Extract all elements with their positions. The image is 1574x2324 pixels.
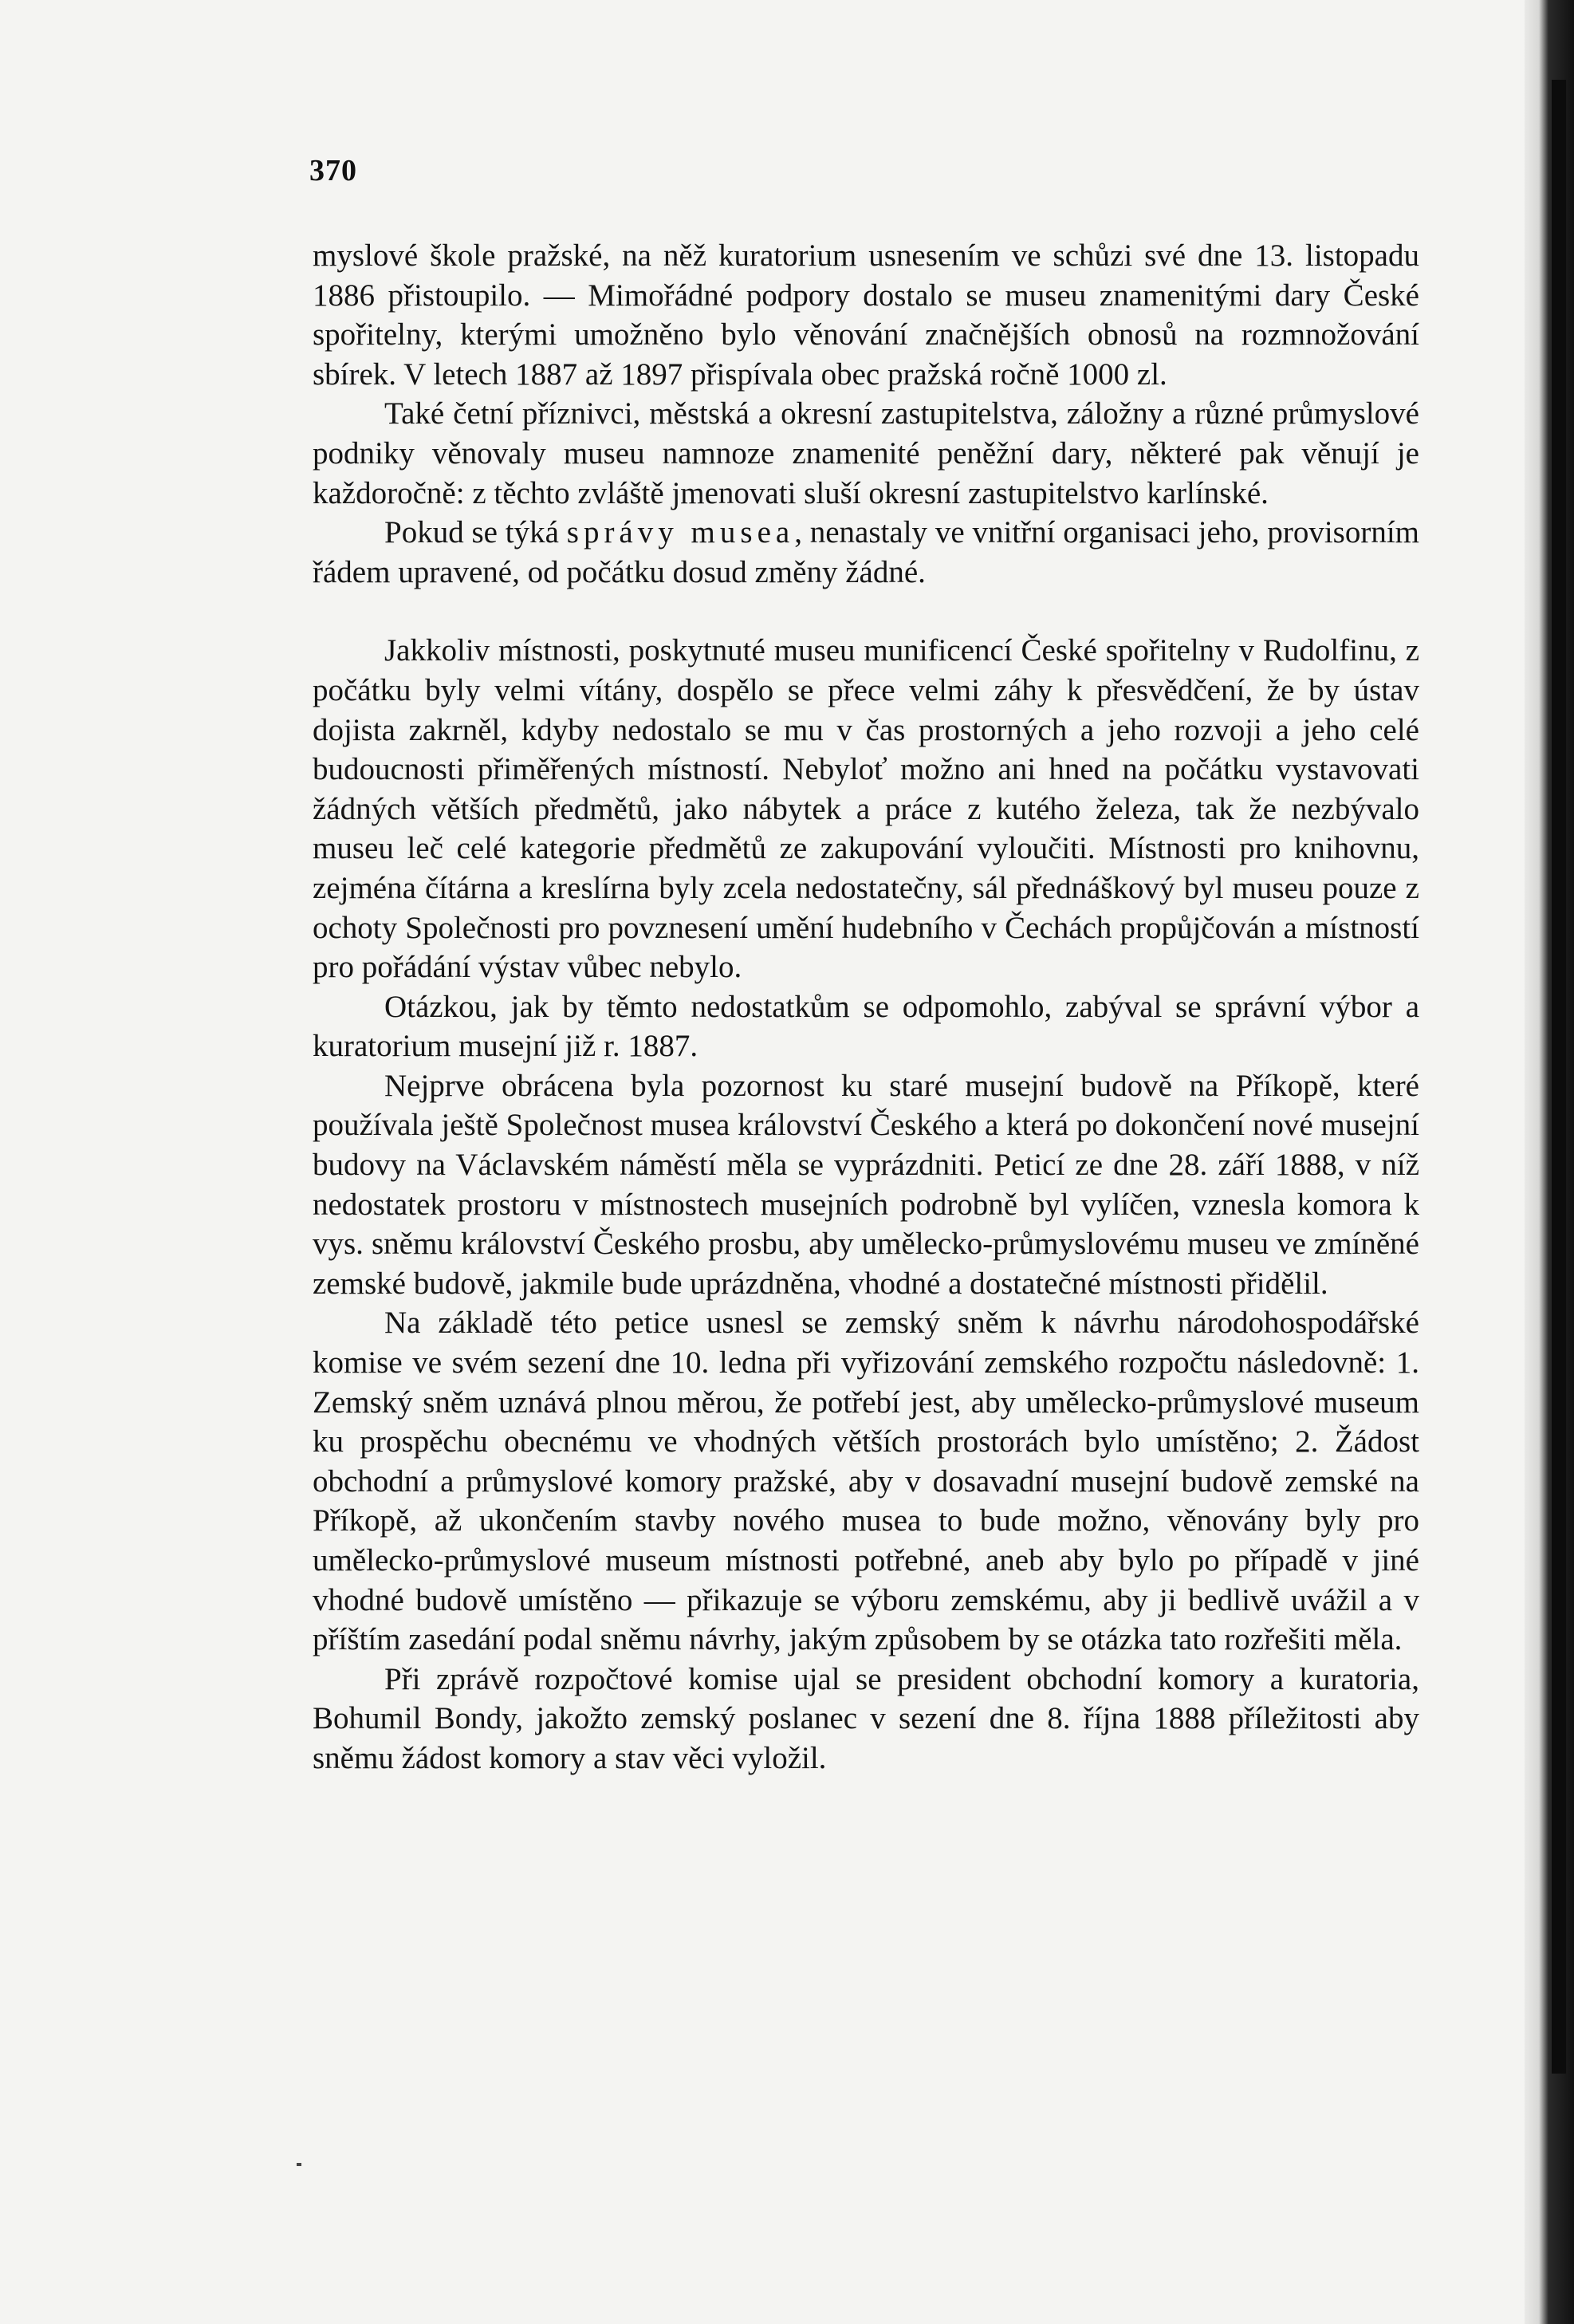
paragraph-8: Při zprávě rozpočtové komise ujal se president obchodní komory a kuratoria, Bohumil Bondy, jakožto zemský poslanec v sezení dne 8. října 1888 příležitosti aby sněmu žádost komory a stav věci vyložil. (313, 1661, 1419, 1775)
paragraph-3-lead: Pokud se týká (384, 515, 567, 550)
page-number: 370 (309, 154, 357, 187)
scan-speck (297, 2163, 301, 2166)
paragraph-2: Také četní příznivci, městská a okresní zastupitelstva, záložny a různé průmyslové podniky věnovaly museu namnoze znamenité peněžní dary, některé pak věnují je každoročně: z těchto zvláště jmenovati sluší okresní zastupitelstvo karlínské. (313, 396, 1419, 510)
paragraph-3 (313, 513, 1419, 592)
paragraph-1: myslové škole pražské, na něž kuratorium usnesením ve schůzi své dne 13. listopadu 1886 přistoupilo. — Mimořádné podpory dostalo se museu znamenitými dary České spořitelny, kterými umožněno bylo věnování značnějších obnosů na rozmnožování sbírek. V letech 1887 až 1897 přispívala obec pražská ročně 1000 zl. (313, 238, 1419, 392)
paragraph-6: Nejprve obrácena byla pozornost ku staré musejní budově na Příkopě, které používala ještě Společnost musea království Českého a která po dokončení nové musejní budovy na Václavském náměstí měla se vyprázdniti. Peticí ze dne 28. září 1888, v níž nedostatek prostoru v místnostech musejních podrobně byl vylíčen, vznesla komora k vys. sněmu království Českého prosbu, aby umělecko-průmyslovému museu ve zmíněné zemské budově, jakmile bude uprázdněna, vhodné a dostatečné místnosti přidělil. (313, 1068, 1419, 1301)
paragraph-3-rest: , nenastaly ve vnitřní organisaci jeho, provisorním řádem upravené, od počátku dosud změny žádné. (313, 515, 1419, 589)
paragraph-7: Na základě této petice usnesl se zemský sněm k návrhu národohospodářské komise ve svém sezení dne 10. ledna při vyřizování zemského rozpočtu následovně: 1. Zemský sněm uznává plnou měrou, že potřebí jest, aby umělecko-průmyslové museum ku prospěchu obecnému ve vhodných větších prostorách bylo umístěno; 2. Žádost obchodní a průmyslové komory pražské, aby v dosavadní musejní budově zemské na Příkopě, až ukončením stavby nového musea to bude možno, věnovány byly pro umělecko-průmyslové museum místnosti potřebné, aneb aby bylo po případě v jiné vhodné budově umístěno — přikazuje se výboru zemskému, aby ji bedlivě uvážil a v příštím zasedání podal sněmu návrhy, jakým způsobem by se otázka tato rozřešiti měla. (313, 1306, 1419, 1657)
scan-edge-dark-band (1552, 80, 1566, 2074)
paragraph-5: Otázkou, jak by těmto nedostatkům se odpomohlo, zabýval se správní výbor a kuratorium musejní již r. 1887. (313, 989, 1419, 1064)
paragraph-3-emphasis: správy musea (566, 515, 795, 550)
body-text (313, 236, 1419, 1778)
paragraph-4: Jakkoliv místnosti, poskytnuté museu munificencí České spořitelny v Rudolfinu, z počátku byly velmi vítány, dospělo se přece velmi záhy k přesvědčení, že by ústav dojista zakrněl, kdyby nedostalo se mu v čas prostorných a jeho rozvoji a jeho celé budoucnosti přiměřených místností. Nebyloť možno ani hned na počátku vystavovati žádných větších předmětů, jako nábytek a práce z kutého železa, tak že nezbývalo museu leč celé kategorie předmětů ze zakupování vyloučiti. Místnosti pro knihovnu, zejména čítárna a kreslírna byly zcela nedostatečny, sál přednáškový byl museu pouze z ochoty Společnosti pro povznesení umění hudebního v Čechách propůjčován a místností pro pořádání výstav vůbec nebylo. (313, 633, 1419, 985)
scan-edge-shadow (1525, 0, 1574, 2324)
